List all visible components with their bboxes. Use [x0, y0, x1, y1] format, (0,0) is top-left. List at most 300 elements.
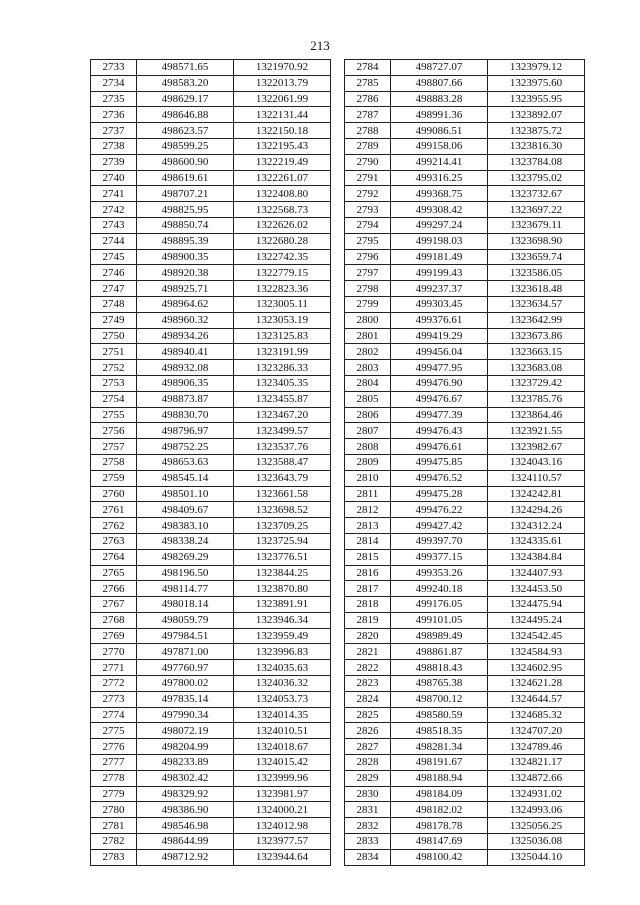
y-coordinate-cell: 1323844.25: [234, 565, 331, 581]
y-coordinate-cell: 1322261.07: [234, 170, 331, 186]
point-number-cell: 2830: [345, 786, 391, 802]
y-coordinate-cell: 1324495.24: [488, 612, 585, 628]
table-row: [345, 138, 585, 154]
table-row: [345, 60, 585, 76]
point-number-cell: 2762: [91, 518, 137, 534]
point-number-cell: 2831: [345, 802, 391, 818]
x-coordinate-cell: 498796.97: [137, 423, 234, 439]
x-coordinate-cell: 498329.92: [137, 786, 234, 802]
point-number-cell: 2818: [345, 597, 391, 613]
y-coordinate-cell: 1324407.93: [488, 565, 585, 581]
x-coordinate-cell: 499376.61: [391, 312, 488, 328]
point-number-cell: 2747: [91, 281, 137, 297]
table-row: [345, 217, 585, 233]
point-number-cell: 2764: [91, 549, 137, 565]
x-coordinate-cell: 499297.24: [391, 217, 488, 233]
table-row: [91, 281, 331, 297]
point-number-cell: 2739: [91, 154, 137, 170]
table-row: [91, 818, 331, 834]
point-number-cell: 2802: [345, 344, 391, 360]
point-number-cell: 2800: [345, 312, 391, 328]
x-coordinate-cell: 498920.38: [137, 265, 234, 281]
table-row: [345, 818, 585, 834]
x-coordinate-cell: 498072.19: [137, 723, 234, 739]
table-row: [91, 502, 331, 518]
table-row: [91, 312, 331, 328]
point-number-cell: 2823: [345, 676, 391, 692]
table-row: [91, 138, 331, 154]
x-coordinate-cell: 498646.88: [137, 107, 234, 123]
table-row: [91, 707, 331, 723]
x-coordinate-cell: 499427.42: [391, 518, 488, 534]
point-number-cell: 2794: [345, 217, 391, 233]
y-coordinate-cell: 1323053.19: [234, 312, 331, 328]
y-coordinate-cell: 1323982.67: [488, 439, 585, 455]
table-row: [91, 296, 331, 312]
point-number-cell: 2811: [345, 486, 391, 502]
x-coordinate-cell: 498619.61: [137, 170, 234, 186]
table-row: [91, 107, 331, 123]
x-coordinate-cell: 498600.90: [137, 154, 234, 170]
y-coordinate-cell: 1323946.34: [234, 612, 331, 628]
x-coordinate-cell: 498196.50: [137, 565, 234, 581]
y-coordinate-cell: 1324312.24: [488, 518, 585, 534]
table-row: [91, 676, 331, 692]
point-number-cell: 2816: [345, 565, 391, 581]
x-coordinate-cell: 498281.34: [391, 739, 488, 755]
y-coordinate-cell: 1323642.99: [488, 312, 585, 328]
y-coordinate-cell: 1323795.02: [488, 170, 585, 186]
x-coordinate-cell: 499176.05: [391, 597, 488, 613]
point-number-cell: 2827: [345, 739, 391, 755]
y-coordinate-cell: 1323975.60: [488, 75, 585, 91]
y-coordinate-cell: 1323499.57: [234, 423, 331, 439]
x-coordinate-cell: 498059.79: [137, 612, 234, 628]
y-coordinate-cell: 1323999.96: [234, 770, 331, 786]
x-coordinate-cell: 499476.67: [391, 391, 488, 407]
point-number-cell: 2804: [345, 375, 391, 391]
y-coordinate-cell: 1324685.32: [488, 707, 585, 723]
x-coordinate-cell: 498409.67: [137, 502, 234, 518]
y-coordinate-cell: 1323979.12: [488, 60, 585, 76]
y-coordinate-cell: 1322131.44: [234, 107, 331, 123]
point-number-cell: 2772: [91, 676, 137, 692]
y-coordinate-cell: 1323191.99: [234, 344, 331, 360]
y-coordinate-cell: 1325036.08: [488, 834, 585, 850]
y-coordinate-cell: 1323663.15: [488, 344, 585, 360]
table-row: [345, 407, 585, 423]
table-row: [91, 186, 331, 202]
table-row: [345, 439, 585, 455]
point-number-cell: 2750: [91, 328, 137, 344]
point-number-cell: 2787: [345, 107, 391, 123]
table-row: [345, 549, 585, 565]
x-coordinate-cell: 497984.51: [137, 628, 234, 644]
x-coordinate-cell: 499475.85: [391, 454, 488, 470]
y-coordinate-cell: 1323892.07: [488, 107, 585, 123]
x-coordinate-cell: 497835.14: [137, 691, 234, 707]
x-coordinate-cell: 499476.52: [391, 470, 488, 486]
point-number-cell: 2751: [91, 344, 137, 360]
point-number-cell: 2826: [345, 723, 391, 739]
point-number-cell: 2749: [91, 312, 137, 328]
point-number-cell: 2785: [345, 75, 391, 91]
table-row: [91, 802, 331, 818]
table-row: [345, 533, 585, 549]
table-row: [91, 454, 331, 470]
point-number-cell: 2798: [345, 281, 391, 297]
point-number-cell: 2789: [345, 138, 391, 154]
table-row: [91, 439, 331, 455]
x-coordinate-cell: 499308.42: [391, 202, 488, 218]
table-row: [91, 770, 331, 786]
point-number-cell: 2821: [345, 644, 391, 660]
table-row: [345, 91, 585, 107]
x-coordinate-cell: 499303.45: [391, 296, 488, 312]
point-number-cell: 2757: [91, 439, 137, 455]
x-coordinate-cell: 497800.02: [137, 676, 234, 692]
y-coordinate-cell: 1323725.94: [234, 533, 331, 549]
table-row: [345, 154, 585, 170]
y-coordinate-cell: 1324644.57: [488, 691, 585, 707]
point-number-cell: 2777: [91, 755, 137, 771]
table-row: [91, 549, 331, 565]
table-row: [91, 375, 331, 391]
y-coordinate-cell: 1324036.32: [234, 676, 331, 692]
x-coordinate-cell: 499181.49: [391, 249, 488, 265]
point-number-cell: 2733: [91, 60, 137, 76]
x-coordinate-cell: 499214.41: [391, 154, 488, 170]
point-number-cell: 2812: [345, 502, 391, 518]
y-coordinate-cell: 1323864.46: [488, 407, 585, 423]
y-coordinate-cell: 1323659.74: [488, 249, 585, 265]
table-row: [91, 360, 331, 376]
table-row: [91, 597, 331, 613]
y-coordinate-cell: 1322150.18: [234, 123, 331, 139]
table-row: [91, 628, 331, 644]
x-coordinate-cell: 498925.71: [137, 281, 234, 297]
x-coordinate-cell: 498707.21: [137, 186, 234, 202]
x-coordinate-cell: 498861.87: [391, 644, 488, 660]
point-number-cell: 2825: [345, 707, 391, 723]
table-row: [345, 565, 585, 581]
point-number-cell: 2755: [91, 407, 137, 423]
y-coordinate-cell: 1324043.16: [488, 454, 585, 470]
point-number-cell: 2776: [91, 739, 137, 755]
point-number-cell: 2748: [91, 296, 137, 312]
table-row: [345, 391, 585, 407]
point-number-cell: 2833: [345, 834, 391, 850]
x-coordinate-cell: 498583.20: [137, 75, 234, 91]
point-number-cell: 2799: [345, 296, 391, 312]
x-coordinate-cell: 498989.49: [391, 628, 488, 644]
table-row: [91, 423, 331, 439]
x-coordinate-cell: 499477.95: [391, 360, 488, 376]
table-row: [91, 265, 331, 281]
point-number-cell: 2791: [345, 170, 391, 186]
table-row: [345, 470, 585, 486]
table-row: [91, 154, 331, 170]
y-coordinate-cell: 1323709.25: [234, 518, 331, 534]
y-coordinate-cell: 1322408.80: [234, 186, 331, 202]
point-number-cell: 2743: [91, 217, 137, 233]
x-coordinate-cell: 498191.67: [391, 755, 488, 771]
x-coordinate-cell: 499368.75: [391, 186, 488, 202]
y-coordinate-cell: 1323816.30: [488, 138, 585, 154]
x-coordinate-cell: 499476.22: [391, 502, 488, 518]
point-number-cell: 2771: [91, 660, 137, 676]
table-row: [345, 660, 585, 676]
y-coordinate-cell: 1324621.28: [488, 676, 585, 692]
x-coordinate-cell: 498184.09: [391, 786, 488, 802]
y-coordinate-cell: 1324110.57: [488, 470, 585, 486]
table-row: [345, 834, 585, 850]
point-number-cell: 2788: [345, 123, 391, 139]
y-coordinate-cell: 1323679.11: [488, 217, 585, 233]
point-number-cell: 2753: [91, 375, 137, 391]
y-coordinate-cell: 1324015.42: [234, 755, 331, 771]
y-coordinate-cell: 1322779.15: [234, 265, 331, 281]
x-coordinate-cell: 498765.38: [391, 676, 488, 692]
y-coordinate-cell: 1323784.08: [488, 154, 585, 170]
point-number-cell: 2792: [345, 186, 391, 202]
x-coordinate-cell: 499086.51: [391, 123, 488, 139]
y-coordinate-cell: 1323732.67: [488, 186, 585, 202]
y-coordinate-cell: 1324384.84: [488, 549, 585, 565]
y-coordinate-cell: 1323698.90: [488, 233, 585, 249]
table-row: [345, 328, 585, 344]
point-number-cell: 2832: [345, 818, 391, 834]
x-coordinate-cell: 499353.26: [391, 565, 488, 581]
x-coordinate-cell: 499419.29: [391, 328, 488, 344]
table-row: [91, 723, 331, 739]
x-coordinate-cell: 499377.15: [391, 549, 488, 565]
y-coordinate-cell: 1323125.83: [234, 328, 331, 344]
point-number-cell: 2769: [91, 628, 137, 644]
x-coordinate-cell: 498818.43: [391, 660, 488, 676]
y-coordinate-cell: 1323673.86: [488, 328, 585, 344]
point-number-cell: 2745: [91, 249, 137, 265]
point-number-cell: 2806: [345, 407, 391, 423]
y-coordinate-cell: 1324931.02: [488, 786, 585, 802]
y-coordinate-cell: 1323586.05: [488, 265, 585, 281]
x-coordinate-cell: 497760.97: [137, 660, 234, 676]
y-coordinate-cell: 1324453.50: [488, 581, 585, 597]
y-coordinate-cell: 1323977.57: [234, 834, 331, 850]
y-coordinate-cell: 1324584.93: [488, 644, 585, 660]
x-coordinate-cell: 498900.35: [137, 249, 234, 265]
table-row: [345, 770, 585, 786]
table-row: [91, 233, 331, 249]
point-number-cell: 2768: [91, 612, 137, 628]
point-number-cell: 2793: [345, 202, 391, 218]
table-row: [91, 249, 331, 265]
x-coordinate-cell: 499475.28: [391, 486, 488, 502]
y-coordinate-cell: 1323729.42: [488, 375, 585, 391]
x-coordinate-cell: 497990.34: [137, 707, 234, 723]
x-coordinate-cell: 498934.26: [137, 328, 234, 344]
point-number-cell: 2796: [345, 249, 391, 265]
point-number-cell: 2778: [91, 770, 137, 786]
point-number-cell: 2738: [91, 138, 137, 154]
x-coordinate-cell: 499476.43: [391, 423, 488, 439]
y-coordinate-cell: 1323944.64: [234, 849, 331, 865]
x-coordinate-cell: 499476.61: [391, 439, 488, 455]
table-row: [91, 486, 331, 502]
table-row: [91, 60, 331, 76]
point-number-cell: 2786: [345, 91, 391, 107]
point-number-cell: 2740: [91, 170, 137, 186]
table-row: [345, 581, 585, 597]
coordinates-table-right: [344, 59, 585, 866]
y-coordinate-cell: 1323286.33: [234, 360, 331, 376]
table-row: [91, 660, 331, 676]
x-coordinate-cell: 498991.36: [391, 107, 488, 123]
x-coordinate-cell: 498895.39: [137, 233, 234, 249]
point-number-cell: 2741: [91, 186, 137, 202]
y-coordinate-cell: 1323959.49: [234, 628, 331, 644]
y-coordinate-cell: 1322195.43: [234, 138, 331, 154]
point-number-cell: 2824: [345, 691, 391, 707]
table-row: [91, 518, 331, 534]
point-number-cell: 2774: [91, 707, 137, 723]
point-number-cell: 2773: [91, 691, 137, 707]
y-coordinate-cell: 1323618.48: [488, 281, 585, 297]
x-coordinate-cell: 498653.63: [137, 454, 234, 470]
table-row: [345, 597, 585, 613]
y-coordinate-cell: 1323005.11: [234, 296, 331, 312]
point-number-cell: 2744: [91, 233, 137, 249]
point-number-cell: 2783: [91, 849, 137, 865]
x-coordinate-cell: 498599.25: [137, 138, 234, 154]
y-coordinate-cell: 1325044.10: [488, 849, 585, 865]
y-coordinate-cell: 1324018.67: [234, 739, 331, 755]
page-number: 213: [310, 38, 330, 53]
y-coordinate-cell: 1322680.28: [234, 233, 331, 249]
point-number-cell: 2734: [91, 75, 137, 91]
table-row: [91, 786, 331, 802]
x-coordinate-cell: 498623.57: [137, 123, 234, 139]
point-number-cell: 2770: [91, 644, 137, 660]
table-row: [345, 296, 585, 312]
table-row: [91, 755, 331, 771]
x-coordinate-cell: 498752.25: [137, 439, 234, 455]
point-number-cell: 2808: [345, 439, 391, 455]
x-coordinate-cell: 499316.25: [391, 170, 488, 186]
point-number-cell: 2752: [91, 360, 137, 376]
point-number-cell: 2736: [91, 107, 137, 123]
table-row: [91, 849, 331, 865]
point-number-cell: 2828: [345, 755, 391, 771]
y-coordinate-cell: 1323776.51: [234, 549, 331, 565]
y-coordinate-cell: 1323405.35: [234, 375, 331, 391]
point-number-cell: 2822: [345, 660, 391, 676]
x-coordinate-cell: 499476.90: [391, 375, 488, 391]
point-number-cell: 2759: [91, 470, 137, 486]
point-number-cell: 2781: [91, 818, 137, 834]
y-coordinate-cell: 1324035.63: [234, 660, 331, 676]
x-coordinate-cell: 498700.12: [391, 691, 488, 707]
point-number-cell: 2810: [345, 470, 391, 486]
y-coordinate-cell: 1325056.25: [488, 818, 585, 834]
point-number-cell: 2779: [91, 786, 137, 802]
point-number-cell: 2820: [345, 628, 391, 644]
x-coordinate-cell: 498940.41: [137, 344, 234, 360]
y-coordinate-cell: 1324602.95: [488, 660, 585, 676]
table-row: [345, 312, 585, 328]
y-coordinate-cell: 1323891.91: [234, 597, 331, 613]
table-row: [91, 644, 331, 660]
y-coordinate-cell: 1323697.22: [488, 202, 585, 218]
point-number-cell: 2737: [91, 123, 137, 139]
table-row: [345, 75, 585, 91]
y-coordinate-cell: 1321970.92: [234, 60, 331, 76]
y-coordinate-cell: 1323634.57: [488, 296, 585, 312]
table-row: [345, 344, 585, 360]
x-coordinate-cell: 498114.77: [137, 581, 234, 597]
y-coordinate-cell: 1323921.55: [488, 423, 585, 439]
table-row: [345, 612, 585, 628]
table-row: [345, 454, 585, 470]
x-coordinate-cell: 498204.99: [137, 739, 234, 755]
y-coordinate-cell: 1324475.94: [488, 597, 585, 613]
table-row: [91, 612, 331, 628]
y-coordinate-cell: 1323661.58: [234, 486, 331, 502]
y-coordinate-cell: 1324014.35: [234, 707, 331, 723]
table-row: [345, 233, 585, 249]
x-coordinate-cell: 499198.03: [391, 233, 488, 249]
point-number-cell: 2801: [345, 328, 391, 344]
table-row: [91, 470, 331, 486]
x-coordinate-cell: 498883.28: [391, 91, 488, 107]
x-coordinate-cell: 498964.62: [137, 296, 234, 312]
x-coordinate-cell: 498873.87: [137, 391, 234, 407]
point-number-cell: 2735: [91, 91, 137, 107]
y-coordinate-cell: 1324000.21: [234, 802, 331, 818]
x-coordinate-cell: 498807.66: [391, 75, 488, 91]
y-coordinate-cell: 1324872.66: [488, 770, 585, 786]
x-coordinate-cell: 498302.42: [137, 770, 234, 786]
y-coordinate-cell: 1323698.52: [234, 502, 331, 518]
x-coordinate-cell: 498147.69: [391, 834, 488, 850]
coordinates-table-left: [90, 59, 331, 866]
x-coordinate-cell: 497871.00: [137, 644, 234, 660]
point-number-cell: 2814: [345, 533, 391, 549]
y-coordinate-cell: 1322823.36: [234, 281, 331, 297]
table-row: [345, 739, 585, 755]
x-coordinate-cell: 498727.07: [391, 60, 488, 76]
y-coordinate-cell: 1324542.45: [488, 628, 585, 644]
x-coordinate-cell: 498712.92: [137, 849, 234, 865]
table-row: [345, 755, 585, 771]
table-row: [91, 391, 331, 407]
y-coordinate-cell: 1323467.20: [234, 407, 331, 423]
table-row: [345, 123, 585, 139]
table-row: [345, 186, 585, 202]
point-number-cell: 2766: [91, 581, 137, 597]
table-row: [345, 676, 585, 692]
y-coordinate-cell: 1324012.98: [234, 818, 331, 834]
table-row: [345, 170, 585, 186]
y-coordinate-cell: 1323996.83: [234, 644, 331, 660]
x-coordinate-cell: 498580.59: [391, 707, 488, 723]
table-row: [91, 344, 331, 360]
table-row: [345, 628, 585, 644]
x-coordinate-cell: 498960.32: [137, 312, 234, 328]
table-row: [91, 217, 331, 233]
table-row: [345, 802, 585, 818]
table-row: [91, 581, 331, 597]
